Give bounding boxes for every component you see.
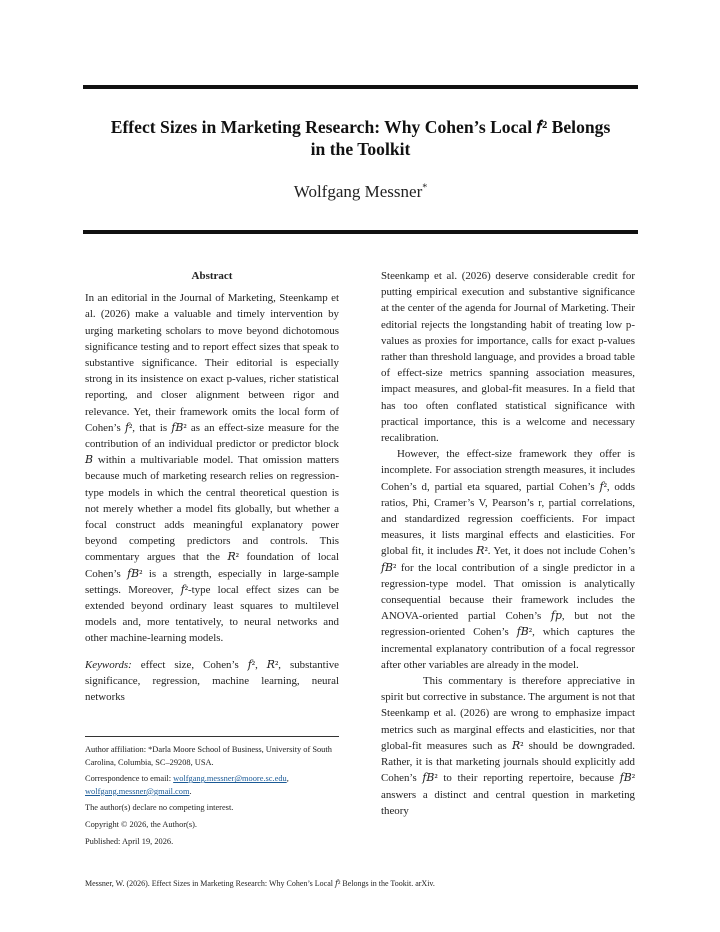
keywords: [85, 657, 339, 706]
keywords-list: effect size, Cohen’s 𝑓², 𝑅², substantive significance, regression, machine learning, neural networks: [85, 658, 339, 704]
title-line-1: Effect Sizes in Marketing Research: Why Cohen’s Local 𝑓² Belongs: [110, 117, 611, 137]
top-rule: [83, 85, 638, 89]
email-separator: ,: [286, 774, 289, 784]
abstract-body: In an editorial in the Journal of Marketing, Steenkamp et al. (2026) make a valuable and timely intervention by urging marketing scholars to move beyond dichotomous significance testing and to report effect sizes that speak to substantive significance. Their editorial is especially strong in its insistence on exact p-values, richer statistical reporting, and closer alignment between rigor and relevance. Yet, their framework omits the local form of Cohen’s 𝑓², that is 𝑓𝐵² as an effect-size measure for the contribution of an individual predictor or predictor block 𝐵 within a multivariable model. That omission matters because much of marketing research relies on regression-type models in which the central theoretical question is not merely whether a model fits globally, but whether a focal construct adds meaningful explanatory power beyond competing predictors and controls. This commentary argues that the 𝑅² foundation of local Cohen’s 𝑓𝐵² is a strength, especially in large-sample settings. Moreover, 𝑓²-type local effect sizes can be extended beyond ordinary least squares to multilevel models and, more tentatively, to neural networks and other machine-learning models.: [85, 292, 339, 645]
published-date: Published: April 19, 2026.: [85, 836, 174, 846]
footnote-rule: [85, 736, 339, 737]
correspondence-label: Correspondence to email:: [85, 774, 174, 784]
correspondence: [85, 773, 339, 798]
body-paragraph-2: However, the effect-size framework they offer is incomplete. For association strength measures, it includes Cohen’s d, partial eta squared, partial Cohen’s 𝑓², odds ratios, Phi, Cramer’s V, Pearson’s r, partial correlations, and standardized regression coefficients. For impact measures, it lists marginal effects and elasticities. For global fit, it includes 𝑅². Yet, it does not include Cohen’s 𝑓𝐵² for the local contribution of a single predictor in a regression-type model. That omission is analytically consequential because their framework includes the ANOVA-oriented partial Cohen’s 𝑓𝑝, but not the regression-oriented Cohen’s 𝑓𝐵², which captures the incremental explanatory contribution of a focal regressor after other variables are already in the model.: [381, 448, 635, 671]
author-text: Wolfgang Messner: [293, 182, 423, 201]
competing-interest: The author(s) declare no competing interest.: [85, 803, 234, 813]
right-column: [381, 268, 635, 819]
author-name: [83, 182, 638, 202]
header-bottom-rule: [83, 230, 638, 234]
left-column: [85, 268, 339, 705]
title-line-2: in the Toolkit: [310, 139, 411, 159]
author-mark: *: [422, 182, 428, 194]
email-link-2[interactable]: wolfgang.messner@gmail.com: [85, 786, 190, 796]
email-link-1[interactable]: wolfgang.messner@moore.sc.edu: [173, 774, 287, 784]
page-title: [83, 116, 638, 160]
author-affiliation: Author affiliation: *Darla Moore School of Business, University of South Carolina, Columbia, SC–29208, USA.: [85, 745, 332, 767]
copyright: Copyright © 2026, the Author(s).: [85, 819, 197, 829]
keywords-label: Keywords:: [85, 658, 132, 671]
running-footer: Messner, W. (2026). Effect Sizes in Marketing Research: Why Cohen’s Local 𝑓² Belongs in the Tookit. arXiv.: [85, 879, 435, 888]
body-paragraph-3: This commentary is therefore appreciative in spirit but corrective in substance. The argument is not that Steenkamp et al. (2026) are wrong to emphasize impact metrics such as marginal effects and elasticities, nor that global-fit measures such as 𝑅² should be downgraded. Rather, it is that marketing journals should explicitly add Cohen’s 𝑓𝐵² to their reporting repertoire, because 𝑓𝐵² answers a distinct and central question in marketing theory: [381, 675, 635, 817]
abstract-heading: Abstract: [191, 270, 233, 282]
body-paragraph-1: Steenkamp et al. (2026) deserve considerable credit for putting empirical execution and substantive significance at the center of the agenda for Journal of Marketing. Their editorial rejects the longstanding habit of treating low p-values as proxies for importance, calls for exact p-values rather than threshold language, and provides a broad table of effect-size metrics spanning association measures, impact measures, and global-fit measures. In a field that has too often conflated statistical significance with practical importance, this is a welcome and necessary recalibration.: [381, 270, 635, 445]
footnotes: [85, 744, 339, 852]
email-end: .: [189, 786, 192, 796]
